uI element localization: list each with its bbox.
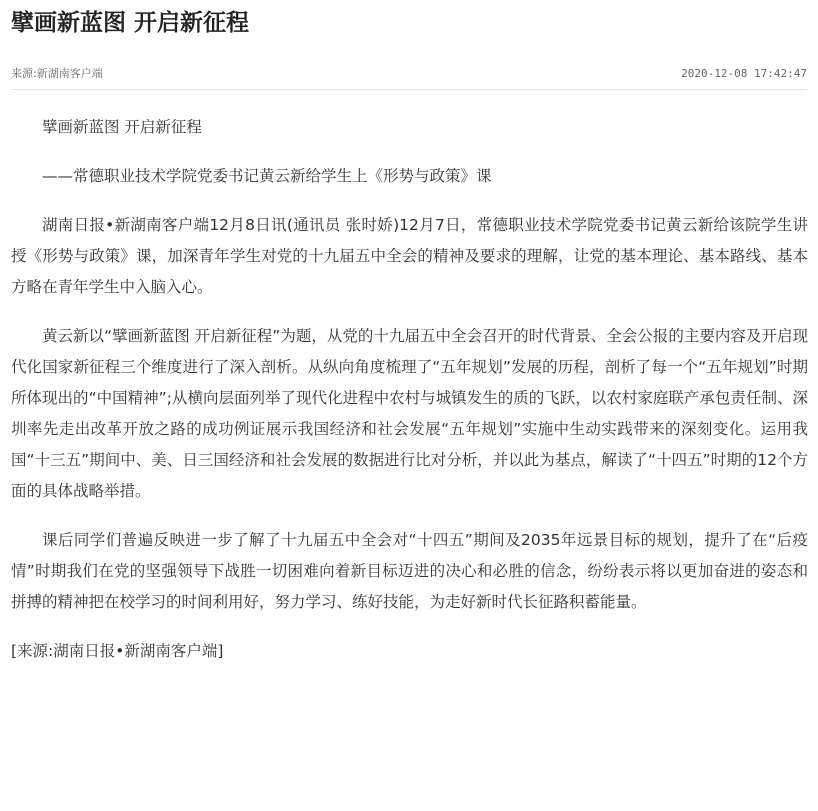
article-title: 擘画新蓝图 开启新征程 — [11, 9, 250, 36]
article-meta — [11, 65, 807, 83]
content-heading: 擘画新蓝图 开启新征程 — [42, 118, 202, 136]
footer-source: [来源:湖南日报•新湖南客户端] — [11, 642, 224, 660]
paragraph-2: 黄云新以“擘画新蓝图 开启新征程”为题，从党的十九届五中全会召开的时代背景、全会公报的主要内容及开启现代化国家新征程三个维度进行了深入剖析。从纵向角度梳理了“五年规划”发展的历程，剖析了每一个“五年规划”时期所体现出的“中国精神”;从横向层面列举了现代化进程中农村与城镇发生的质的飞跃，以农村家庭联产承包责任制、深圳率先走出改革开放之路的成功例证展示我国经济和社会发展“五年规划”实施中生动实践带来的深刻变化。运用我国“十三五”期间中、美、日三国经济和社会发展的数据进行比对分析，并以此为基点，解读了“十四五”时期的12个方面的具体战略举措。 — [11, 327, 808, 500]
content-subheading: ——常德职业技术学院党委书记黄云新给学生上《形势与政策》课 — [42, 167, 492, 185]
paragraph-1: 湖南日报•新湖南客户端12月8日讯(通讯员 张时娇)12月7日，常德职业技术学院党委书记黄云新给该院学生讲授《形势与政策》课，加深青年学生对党的十九届五中全会的精神及要求的理解，让党的基本理论、基本路线、基本方略在青年学生中入脑入心。 — [11, 216, 808, 296]
meta-divider — [11, 89, 807, 90]
article-body — [11, 112, 808, 685]
article-source: 来源:新湖南客户端 — [11, 67, 103, 80]
paragraph-3: 课后同学们普遍反映进一步了解了十九届五中全会对“十四五”期间及2035年远景目标的规划，提升了在“后疫情”时期我们在党的坚强领导下战胜一切困难向着新目标迈进的决心和必胜的信念，纷纷表示将以更加奋进的姿态和拼搏的精神把在校学习的时间利用好，努力学习、练好技能，为走好新时代长征路积蓄能量。 — [11, 531, 808, 611]
article-timestamp: 2020-12-08 17:42:47 — [681, 67, 807, 80]
